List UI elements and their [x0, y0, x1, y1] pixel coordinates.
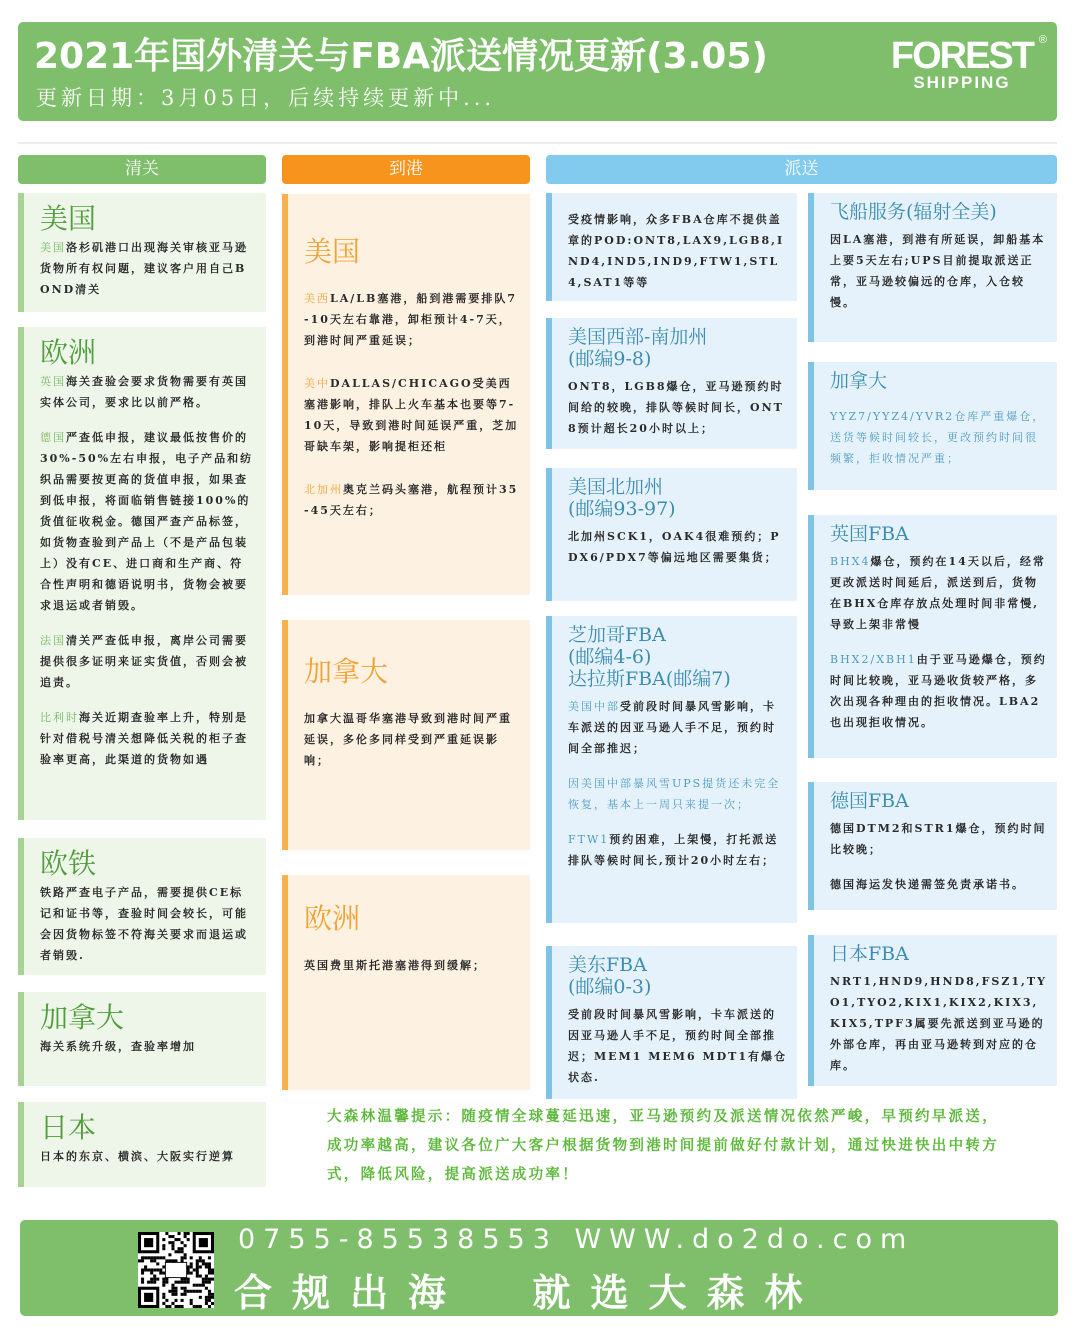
- card-paragraph: [568, 1004, 787, 1088]
- card-paragraph: [568, 376, 787, 439]
- body-text: NRT1,HND9,HND8,FSZ1,TYO1,TYO2,KIX1,KIX2,KIX3,KIX5,TPF3属要先派送到亚马逊的外部仓库，再由亚马逊转到对应的仓库。: [830, 975, 1047, 1072]
- card-paragraph: [830, 551, 1047, 635]
- body-text: 严查低申报，建议最低按售价的30%-50%左右申报，电子产品和纺织品需要按更高的货值申报，如果查到低申报，将面临销售链接100%的货值征收税金。德国严查产品标签，如货物查验到产品上（不是产品包装上）没有CE、进口商和生产商、符合性声明和德语说明书，货物会被要求退运或者销毁。: [40, 431, 254, 612]
- delivery-b-card: [808, 782, 1057, 910]
- update-date: 更新日期：3月05日，后续持续更新中...: [36, 86, 496, 110]
- card-title: 加拿大: [304, 655, 389, 688]
- body-text: 受前段时间暴风雪影响，卡车派送的因亚马逊人手不足，预约时间全部推迟；: [568, 700, 776, 755]
- body-text: 预约困难，上架慢，打托派送排队等候时间长,预计20小时左右；: [568, 833, 779, 867]
- card-paragraph: [830, 406, 1047, 469]
- body-text: 英国费里斯托港塞港得到缓解；: [304, 959, 486, 972]
- body-text: 海关近期查验率上升，特别是针对借税号清关想降低关税的柜子查验率更高，此渠道的货物如遇: [40, 711, 248, 766]
- card-title: 日本FBA: [830, 943, 909, 965]
- highlight-text: 因美国中部暴风雪UPS提货还未完全恢复，基本上一周只来提一次；: [568, 777, 781, 811]
- card-paragraph: [40, 371, 256, 413]
- highlight-text: 德国: [40, 431, 66, 444]
- clearance-card: [18, 327, 266, 820]
- card-paragraph: [830, 971, 1047, 1076]
- page-title: 2021年国外清关与FBA派送情况更新(3.05): [34, 36, 768, 77]
- card-title: 欧洲: [304, 902, 361, 935]
- card-title: (邮编9-8): [568, 348, 652, 370]
- column-header-arrival: 到港: [282, 155, 530, 184]
- logo-line1: FOREST: [890, 35, 1033, 77]
- delivery-a-column: [546, 193, 797, 1099]
- highlight-text: 美西: [304, 292, 330, 305]
- highlight-text: BHX4: [830, 555, 871, 568]
- body-text: 受前段时间暴风雪影响，卡车派送的因亚马逊人手不足，预约时间全部推迟；MEM1 MEM6 MDT1有爆仓状态.: [568, 1008, 787, 1084]
- body-text: 奥克兰码头塞港，航程预计35-45天左右；: [304, 483, 519, 517]
- card-title: 飞船服务(辐射全美): [830, 201, 997, 223]
- card-title: (邮编93-97): [568, 498, 676, 520]
- divider: [18, 142, 1057, 144]
- body-text: LA/LB塞港，船到港需要排队7-10天左右靠港，卸柜预计4-7天，到港时间严重延误；: [304, 292, 517, 347]
- slogan: 合规出海 就选大森林: [234, 1271, 823, 1315]
- body-text: 海关查验会要求货物需要有英国实体公司，要求比以前严格。: [40, 375, 248, 409]
- highlight-text: FTW1: [568, 833, 610, 846]
- body-text: 德国DTM2和STR1爆仓，预约时间比较晚；: [830, 822, 1047, 856]
- body-text: 海关系统升级，查验率增加: [40, 1040, 196, 1053]
- clearance-column: [18, 193, 266, 1187]
- highlight-text: YYZ7/YYZ4/YVR2仓库严重爆仓，送货等候时间较长，更改预约时间很频繁，拒收情况严重；: [830, 410, 1046, 465]
- body-text: ONT8，LGB8爆仓，亚马逊预约时间给的较晚，排队等候时间长，ONT8预计超长20小时以上；: [568, 380, 784, 435]
- body-text: 因LA塞港，到港有所延误，卸船基本上要5天左右;UPS目前提取派送正常，亚马逊较偏远的仓库，入仓较慢。: [830, 233, 1046, 309]
- body-text: 由于亚马逊爆仓，预约时间比较晚，亚马逊收货较严格，多次出现各种理由的拒收情况。LBA2也出现拒收情况。: [830, 653, 1047, 729]
- arrival-card: [282, 194, 530, 595]
- clearance-card: [18, 1102, 266, 1187]
- footer-banner: [20, 1220, 1058, 1316]
- body-text: 德国海运发快递需签免责承诺书。: [830, 878, 1025, 891]
- body-text: 北加州SCK1，OAK4很难预约；PDX6/PDX7等偏远地区需要集货；: [568, 530, 781, 564]
- clearance-card: [18, 838, 266, 975]
- highlight-text: 美国: [40, 241, 66, 254]
- delivery-b-card: [808, 935, 1057, 1086]
- clearance-card: [18, 992, 266, 1086]
- card-paragraph: [304, 288, 520, 351]
- logo-line2: SHIPPING: [913, 73, 1011, 92]
- body-text: 受疫情影响，众多FBA仓库不提供盖章的POD:ONT8,LAX9,LGB8,IND4,IND5,IND9,FTW1,STL4,SAT1等等: [568, 213, 785, 289]
- card-title: 欧洲: [40, 336, 97, 369]
- card-paragraph: [568, 526, 787, 568]
- card-paragraph: [40, 1036, 256, 1057]
- delivery-a-card: [546, 946, 797, 1099]
- card-title: 美国西部-南加州: [568, 326, 708, 348]
- card-paragraph: [568, 209, 787, 293]
- body-text: 日本的东京、横滨、大阪实行逆算: [40, 1150, 235, 1163]
- column-header-delivery: 派送: [546, 155, 1057, 184]
- delivery-b-card: [808, 362, 1057, 490]
- highlight-text: 英国: [40, 375, 66, 388]
- card-title: 日本: [40, 1111, 97, 1144]
- highlight-text: 法国: [40, 634, 66, 647]
- body-text: DALLAS/CHICAGO受美西塞港影响，排队上火车基本也要等7-10天，导致到港时间延误严重，芝加哥缺车架，影响提柜还柜: [304, 377, 519, 453]
- highlight-text: 北加州: [304, 483, 343, 496]
- card-paragraph: [40, 630, 256, 693]
- card-paragraph: [830, 229, 1047, 313]
- card-title: 英国FBA: [830, 523, 909, 545]
- highlight-text: BHX2/XBH1: [830, 653, 917, 666]
- registered-mark: ®: [1038, 34, 1047, 46]
- delivery-b-card: [808, 515, 1057, 758]
- card-paragraph: [830, 649, 1047, 733]
- arrival-card: [282, 620, 530, 850]
- card-paragraph: [830, 874, 1047, 895]
- card-title: (邮编4-6): [568, 646, 652, 668]
- card-paragraph: [304, 373, 520, 457]
- card-title: 芝加哥FBA: [568, 624, 666, 646]
- card-paragraph: [40, 1146, 256, 1167]
- body-text: 洛杉矶港口出现海关审核亚马逊货物所有权问题，建议客户用自己BOND清关: [40, 241, 248, 296]
- card-paragraph: [40, 237, 256, 300]
- body-text: 铁路严查电子产品，需要提供CE标记和证书等，查验时间会较长，可能会因货物标签不符海关要求而退运或者销毁.: [40, 886, 248, 962]
- delivery-b-card: [808, 193, 1057, 342]
- delivery-a-card: [546, 193, 797, 301]
- body-text: 清关严查低申报，离岸公司需要提供很多证明来证实货值，否则会被追责。: [40, 634, 248, 689]
- warm-tip: 大森林温馨提示：随疫情全球蔓延迅速，亚马逊预约及派送情况依然严峻，早预约早派送，成功率越高，建议各位广大客户根据货物到港时间提前做好付款计划，通过快进快出中转方式，降低风险，提高派送成功率！: [327, 1109, 999, 1183]
- card-paragraph: [568, 773, 787, 815]
- card-title: 德国FBA: [830, 790, 909, 812]
- delivery-b-column: [808, 193, 1057, 1086]
- delivery-a-card: [546, 468, 797, 601]
- card-paragraph: [304, 955, 520, 976]
- card-paragraph: [40, 707, 256, 770]
- clearance-card: [18, 193, 266, 312]
- contact-info: 0755-85538553 WWW.do2do.com: [238, 1224, 915, 1255]
- highlight-text: 美国中部: [568, 700, 620, 713]
- card-paragraph: [40, 427, 256, 616]
- highlight-text: 美中: [304, 377, 330, 390]
- card-paragraph: [40, 882, 256, 966]
- card-title: (邮编0-3): [568, 976, 652, 998]
- card-title: 美国北加州: [568, 476, 664, 498]
- header-banner: [18, 22, 1057, 121]
- card-paragraph: [568, 696, 787, 759]
- delivery-a-card: [546, 318, 797, 449]
- card-paragraph: [304, 708, 520, 771]
- card-paragraph: [304, 479, 520, 521]
- body-text: 加拿大温哥华塞港导致到港时间严重延误，多伦多同样受到严重延误影响；: [304, 712, 512, 767]
- delivery-a-card: [546, 616, 797, 923]
- arrival-column: [282, 194, 530, 1090]
- qr-code-icon: [138, 1232, 214, 1308]
- card-title: 加拿大: [40, 1001, 125, 1034]
- card-title: 美国: [304, 235, 361, 268]
- column-header-clearance: 清关: [18, 155, 266, 184]
- highlight-text: 比利时: [40, 711, 79, 724]
- card-title: 达拉斯FBA(邮编7): [568, 668, 731, 690]
- card-paragraph: [568, 829, 787, 871]
- body-text: 爆仓，预约在14天以后，经常更改派送时间延后，派送到后，货物在BHX仓库存放点处理时间非常慢,导致上架非常慢: [830, 555, 1046, 631]
- arrival-card: [282, 875, 530, 1090]
- card-title: 美东FBA: [568, 954, 647, 976]
- card-paragraph: [830, 818, 1047, 860]
- card-title: 加拿大: [830, 370, 888, 392]
- card-title: 欧铁: [40, 847, 97, 880]
- card-title: 美国: [40, 202, 97, 235]
- forest-shipping-logo: [890, 34, 1047, 92]
